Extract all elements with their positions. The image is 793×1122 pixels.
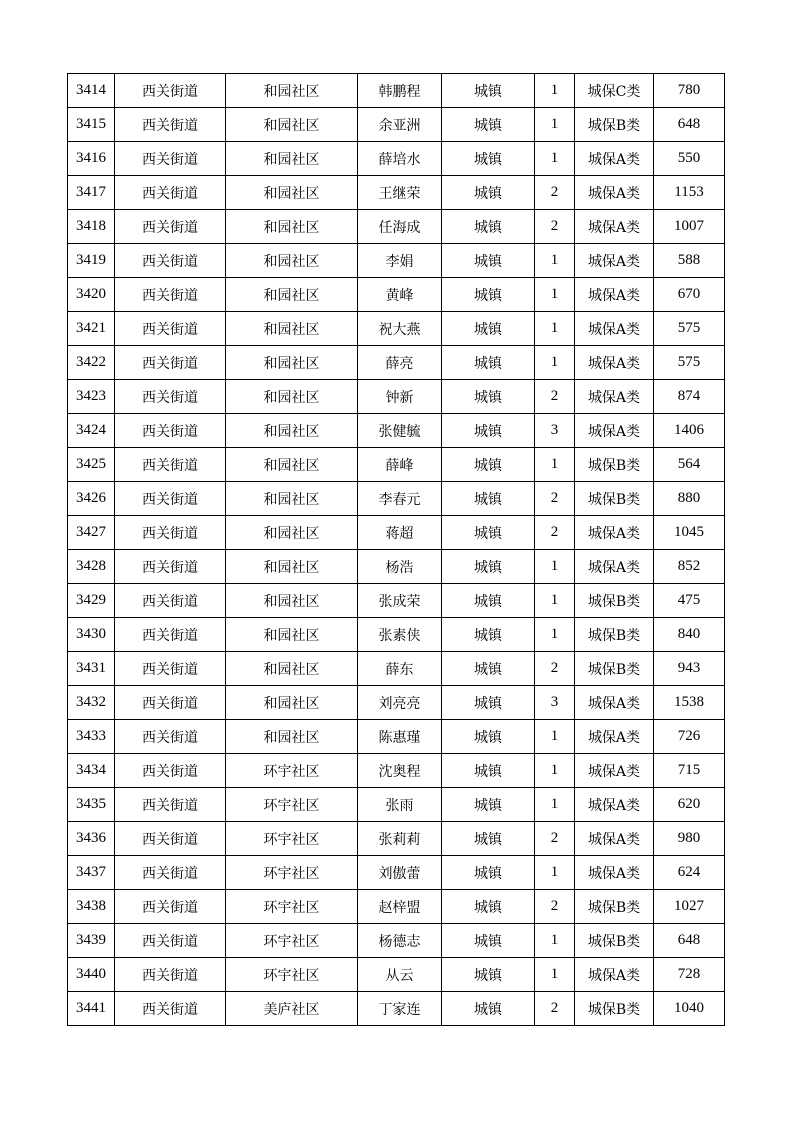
table-row xyxy=(68,74,725,108)
area-type-cell: 城镇 xyxy=(442,652,535,686)
community-cell: 和园社区 xyxy=(226,516,358,550)
subdistrict-cell: 西关街道 xyxy=(115,788,226,822)
area-type-cell: 城镇 xyxy=(442,210,535,244)
amount-cell: 852 xyxy=(654,550,725,584)
name-cell: 沈奥程 xyxy=(358,754,442,788)
name-cell: 赵梓盟 xyxy=(358,890,442,924)
household-size-cell: 2 xyxy=(535,482,575,516)
name-cell: 黄峰 xyxy=(358,278,442,312)
community-cell: 和园社区 xyxy=(226,74,358,108)
amount-cell: 648 xyxy=(654,924,725,958)
table-row xyxy=(68,516,725,550)
subdistrict-cell: 西关街道 xyxy=(115,856,226,890)
category-cell: 城保C类 xyxy=(575,74,654,108)
household-size-cell: 2 xyxy=(535,890,575,924)
table-row xyxy=(68,312,725,346)
name-cell: 张成荣 xyxy=(358,584,442,618)
amount-cell: 550 xyxy=(654,142,725,176)
area-type-cell: 城镇 xyxy=(442,754,535,788)
amount-cell: 575 xyxy=(654,312,725,346)
subdistrict-cell: 西关街道 xyxy=(115,754,226,788)
household-size-cell: 1 xyxy=(535,584,575,618)
category-cell: 城保B类 xyxy=(575,924,654,958)
row-number-cell: 3433 xyxy=(68,720,115,754)
table-row xyxy=(68,176,725,210)
area-type-cell: 城镇 xyxy=(442,856,535,890)
community-cell: 和园社区 xyxy=(226,550,358,584)
table-row xyxy=(68,890,725,924)
household-size-cell: 1 xyxy=(535,346,575,380)
category-cell: 城保A类 xyxy=(575,278,654,312)
name-cell: 杨浩 xyxy=(358,550,442,584)
category-cell: 城保A类 xyxy=(575,142,654,176)
amount-cell: 620 xyxy=(654,788,725,822)
assistance-roster-table xyxy=(67,73,725,1026)
row-number-cell: 3415 xyxy=(68,108,115,142)
household-size-cell: 2 xyxy=(535,992,575,1026)
subdistrict-cell: 西关街道 xyxy=(115,720,226,754)
community-cell: 和园社区 xyxy=(226,108,358,142)
name-cell: 张健毓 xyxy=(358,414,442,448)
amount-cell: 1538 xyxy=(654,686,725,720)
amount-cell: 1045 xyxy=(654,516,725,550)
category-cell: 城保A类 xyxy=(575,686,654,720)
row-number-cell: 3437 xyxy=(68,856,115,890)
amount-cell: 648 xyxy=(654,108,725,142)
row-number-cell: 3426 xyxy=(68,482,115,516)
subdistrict-cell: 西关街道 xyxy=(115,584,226,618)
amount-cell: 670 xyxy=(654,278,725,312)
amount-cell: 840 xyxy=(654,618,725,652)
table-row xyxy=(68,414,725,448)
row-number-cell: 3422 xyxy=(68,346,115,380)
subdistrict-cell: 西关街道 xyxy=(115,244,226,278)
subdistrict-cell: 西关街道 xyxy=(115,686,226,720)
household-size-cell: 2 xyxy=(535,176,575,210)
household-size-cell: 2 xyxy=(535,210,575,244)
community-cell: 环宇社区 xyxy=(226,856,358,890)
community-cell: 和园社区 xyxy=(226,346,358,380)
area-type-cell: 城镇 xyxy=(442,788,535,822)
subdistrict-cell: 西关街道 xyxy=(115,958,226,992)
area-type-cell: 城镇 xyxy=(442,414,535,448)
community-cell: 环宇社区 xyxy=(226,890,358,924)
community-cell: 美庐社区 xyxy=(226,992,358,1026)
category-cell: 城保A类 xyxy=(575,856,654,890)
row-number-cell: 3432 xyxy=(68,686,115,720)
area-type-cell: 城镇 xyxy=(442,448,535,482)
name-cell: 钟新 xyxy=(358,380,442,414)
area-type-cell: 城镇 xyxy=(442,312,535,346)
community-cell: 和园社区 xyxy=(226,686,358,720)
household-size-cell: 2 xyxy=(535,380,575,414)
category-cell: 城保A类 xyxy=(575,754,654,788)
row-number-cell: 3441 xyxy=(68,992,115,1026)
category-cell: 城保A类 xyxy=(575,516,654,550)
category-cell: 城保B类 xyxy=(575,584,654,618)
table-row xyxy=(68,448,725,482)
name-cell: 薛峰 xyxy=(358,448,442,482)
community-cell: 和园社区 xyxy=(226,482,358,516)
name-cell: 李娟 xyxy=(358,244,442,278)
row-number-cell: 3438 xyxy=(68,890,115,924)
subdistrict-cell: 西关街道 xyxy=(115,414,226,448)
amount-cell: 624 xyxy=(654,856,725,890)
subdistrict-cell: 西关街道 xyxy=(115,482,226,516)
row-number-cell: 3423 xyxy=(68,380,115,414)
household-size-cell: 1 xyxy=(535,788,575,822)
community-cell: 和园社区 xyxy=(226,278,358,312)
community-cell: 环宇社区 xyxy=(226,754,358,788)
name-cell: 薛亮 xyxy=(358,346,442,380)
category-cell: 城保B类 xyxy=(575,448,654,482)
household-size-cell: 2 xyxy=(535,822,575,856)
household-size-cell: 1 xyxy=(535,924,575,958)
table-row xyxy=(68,720,725,754)
table-row xyxy=(68,754,725,788)
community-cell: 和园社区 xyxy=(226,244,358,278)
table-row xyxy=(68,924,725,958)
community-cell: 和园社区 xyxy=(226,210,358,244)
household-size-cell: 3 xyxy=(535,414,575,448)
name-cell: 从云 xyxy=(358,958,442,992)
subdistrict-cell: 西关街道 xyxy=(115,550,226,584)
name-cell: 张雨 xyxy=(358,788,442,822)
amount-cell: 1040 xyxy=(654,992,725,1026)
household-size-cell: 1 xyxy=(535,74,575,108)
household-size-cell: 1 xyxy=(535,550,575,584)
table-row xyxy=(68,822,725,856)
name-cell: 薛培水 xyxy=(358,142,442,176)
table-row xyxy=(68,788,725,822)
amount-cell: 1007 xyxy=(654,210,725,244)
category-cell: 城保A类 xyxy=(575,380,654,414)
table-row xyxy=(68,482,725,516)
household-size-cell: 1 xyxy=(535,958,575,992)
row-number-cell: 3431 xyxy=(68,652,115,686)
community-cell: 环宇社区 xyxy=(226,788,358,822)
subdistrict-cell: 西关街道 xyxy=(115,312,226,346)
row-number-cell: 3417 xyxy=(68,176,115,210)
amount-cell: 980 xyxy=(654,822,725,856)
row-number-cell: 3418 xyxy=(68,210,115,244)
household-size-cell: 1 xyxy=(535,278,575,312)
community-cell: 和园社区 xyxy=(226,652,358,686)
name-cell: 余亚洲 xyxy=(358,108,442,142)
area-type-cell: 城镇 xyxy=(442,992,535,1026)
category-cell: 城保A类 xyxy=(575,414,654,448)
category-cell: 城保B类 xyxy=(575,890,654,924)
category-cell: 城保A类 xyxy=(575,210,654,244)
category-cell: 城保A类 xyxy=(575,176,654,210)
subdistrict-cell: 西关街道 xyxy=(115,822,226,856)
subdistrict-cell: 西关街道 xyxy=(115,278,226,312)
community-cell: 和园社区 xyxy=(226,380,358,414)
name-cell: 韩鹏程 xyxy=(358,74,442,108)
subdistrict-cell: 西关街道 xyxy=(115,890,226,924)
subdistrict-cell: 西关街道 xyxy=(115,448,226,482)
subdistrict-cell: 西关街道 xyxy=(115,108,226,142)
community-cell: 和园社区 xyxy=(226,176,358,210)
category-cell: 城保B类 xyxy=(575,108,654,142)
name-cell: 丁家连 xyxy=(358,992,442,1026)
row-number-cell: 3416 xyxy=(68,142,115,176)
area-type-cell: 城镇 xyxy=(442,74,535,108)
name-cell: 张莉莉 xyxy=(358,822,442,856)
amount-cell: 575 xyxy=(654,346,725,380)
table-row xyxy=(68,380,725,414)
amount-cell: 728 xyxy=(654,958,725,992)
amount-cell: 1406 xyxy=(654,414,725,448)
area-type-cell: 城镇 xyxy=(442,584,535,618)
household-size-cell: 1 xyxy=(535,312,575,346)
community-cell: 和园社区 xyxy=(226,448,358,482)
category-cell: 城保B类 xyxy=(575,618,654,652)
category-cell: 城保B类 xyxy=(575,992,654,1026)
row-number-cell: 3428 xyxy=(68,550,115,584)
community-cell: 和园社区 xyxy=(226,142,358,176)
row-number-cell: 3435 xyxy=(68,788,115,822)
category-cell: 城保A类 xyxy=(575,788,654,822)
category-cell: 城保A类 xyxy=(575,958,654,992)
subdistrict-cell: 西关街道 xyxy=(115,74,226,108)
name-cell: 陈惠瑾 xyxy=(358,720,442,754)
amount-cell: 880 xyxy=(654,482,725,516)
household-size-cell: 1 xyxy=(535,618,575,652)
area-type-cell: 城镇 xyxy=(442,924,535,958)
table-row xyxy=(68,278,725,312)
table-body xyxy=(68,74,725,1026)
name-cell: 薛东 xyxy=(358,652,442,686)
household-size-cell: 1 xyxy=(535,244,575,278)
area-type-cell: 城镇 xyxy=(442,890,535,924)
category-cell: 城保B类 xyxy=(575,652,654,686)
amount-cell: 715 xyxy=(654,754,725,788)
household-size-cell: 3 xyxy=(535,686,575,720)
name-cell: 李春元 xyxy=(358,482,442,516)
area-type-cell: 城镇 xyxy=(442,720,535,754)
amount-cell: 564 xyxy=(654,448,725,482)
subdistrict-cell: 西关街道 xyxy=(115,618,226,652)
category-cell: 城保A类 xyxy=(575,550,654,584)
community-cell: 和园社区 xyxy=(226,312,358,346)
area-type-cell: 城镇 xyxy=(442,244,535,278)
table-row xyxy=(68,992,725,1026)
household-size-cell: 2 xyxy=(535,652,575,686)
area-type-cell: 城镇 xyxy=(442,516,535,550)
table-row xyxy=(68,210,725,244)
amount-cell: 1153 xyxy=(654,176,725,210)
subdistrict-cell: 西关街道 xyxy=(115,652,226,686)
area-type-cell: 城镇 xyxy=(442,278,535,312)
area-type-cell: 城镇 xyxy=(442,686,535,720)
table-row xyxy=(68,618,725,652)
table-row xyxy=(68,686,725,720)
amount-cell: 1027 xyxy=(654,890,725,924)
community-cell: 和园社区 xyxy=(226,720,358,754)
household-size-cell: 1 xyxy=(535,448,575,482)
category-cell: 城保B类 xyxy=(575,482,654,516)
name-cell: 刘傲蕾 xyxy=(358,856,442,890)
household-size-cell: 1 xyxy=(535,142,575,176)
name-cell: 祝大燕 xyxy=(358,312,442,346)
table-row xyxy=(68,652,725,686)
amount-cell: 475 xyxy=(654,584,725,618)
community-cell: 和园社区 xyxy=(226,414,358,448)
amount-cell: 874 xyxy=(654,380,725,414)
household-size-cell: 1 xyxy=(535,720,575,754)
area-type-cell: 城镇 xyxy=(442,482,535,516)
row-number-cell: 3440 xyxy=(68,958,115,992)
category-cell: 城保A类 xyxy=(575,346,654,380)
row-number-cell: 3427 xyxy=(68,516,115,550)
row-number-cell: 3424 xyxy=(68,414,115,448)
row-number-cell: 3429 xyxy=(68,584,115,618)
amount-cell: 588 xyxy=(654,244,725,278)
subdistrict-cell: 西关街道 xyxy=(115,516,226,550)
name-cell: 蒋超 xyxy=(358,516,442,550)
subdistrict-cell: 西关街道 xyxy=(115,176,226,210)
community-cell: 环宇社区 xyxy=(226,822,358,856)
area-type-cell: 城镇 xyxy=(442,108,535,142)
area-type-cell: 城镇 xyxy=(442,618,535,652)
area-type-cell: 城镇 xyxy=(442,822,535,856)
subdistrict-cell: 西关街道 xyxy=(115,346,226,380)
area-type-cell: 城镇 xyxy=(442,346,535,380)
table-row xyxy=(68,346,725,380)
category-cell: 城保A类 xyxy=(575,244,654,278)
row-number-cell: 3434 xyxy=(68,754,115,788)
table-row xyxy=(68,550,725,584)
category-cell: 城保A类 xyxy=(575,822,654,856)
subdistrict-cell: 西关街道 xyxy=(115,380,226,414)
name-cell: 刘亮亮 xyxy=(358,686,442,720)
table-row xyxy=(68,856,725,890)
table-row xyxy=(68,958,725,992)
row-number-cell: 3420 xyxy=(68,278,115,312)
amount-cell: 726 xyxy=(654,720,725,754)
table-row xyxy=(68,108,725,142)
row-number-cell: 3414 xyxy=(68,74,115,108)
category-cell: 城保A类 xyxy=(575,312,654,346)
area-type-cell: 城镇 xyxy=(442,958,535,992)
household-size-cell: 2 xyxy=(535,516,575,550)
subdistrict-cell: 西关街道 xyxy=(115,992,226,1026)
name-cell: 张素侠 xyxy=(358,618,442,652)
category-cell: 城保A类 xyxy=(575,720,654,754)
row-number-cell: 3425 xyxy=(68,448,115,482)
community-cell: 和园社区 xyxy=(226,618,358,652)
community-cell: 环宇社区 xyxy=(226,924,358,958)
row-number-cell: 3421 xyxy=(68,312,115,346)
amount-cell: 780 xyxy=(654,74,725,108)
name-cell: 王继荣 xyxy=(358,176,442,210)
household-size-cell: 1 xyxy=(535,856,575,890)
household-size-cell: 1 xyxy=(535,754,575,788)
name-cell: 任海成 xyxy=(358,210,442,244)
area-type-cell: 城镇 xyxy=(442,142,535,176)
household-size-cell: 1 xyxy=(535,108,575,142)
area-type-cell: 城镇 xyxy=(442,550,535,584)
amount-cell: 943 xyxy=(654,652,725,686)
community-cell: 环宇社区 xyxy=(226,958,358,992)
name-cell: 杨德志 xyxy=(358,924,442,958)
table-row xyxy=(68,244,725,278)
subdistrict-cell: 西关街道 xyxy=(115,142,226,176)
community-cell: 和园社区 xyxy=(226,584,358,618)
subdistrict-cell: 西关街道 xyxy=(115,924,226,958)
subdistrict-cell: 西关街道 xyxy=(115,210,226,244)
area-type-cell: 城镇 xyxy=(442,380,535,414)
area-type-cell: 城镇 xyxy=(442,176,535,210)
row-number-cell: 3419 xyxy=(68,244,115,278)
table-row xyxy=(68,584,725,618)
row-number-cell: 3436 xyxy=(68,822,115,856)
table-row xyxy=(68,142,725,176)
row-number-cell: 3430 xyxy=(68,618,115,652)
row-number-cell: 3439 xyxy=(68,924,115,958)
